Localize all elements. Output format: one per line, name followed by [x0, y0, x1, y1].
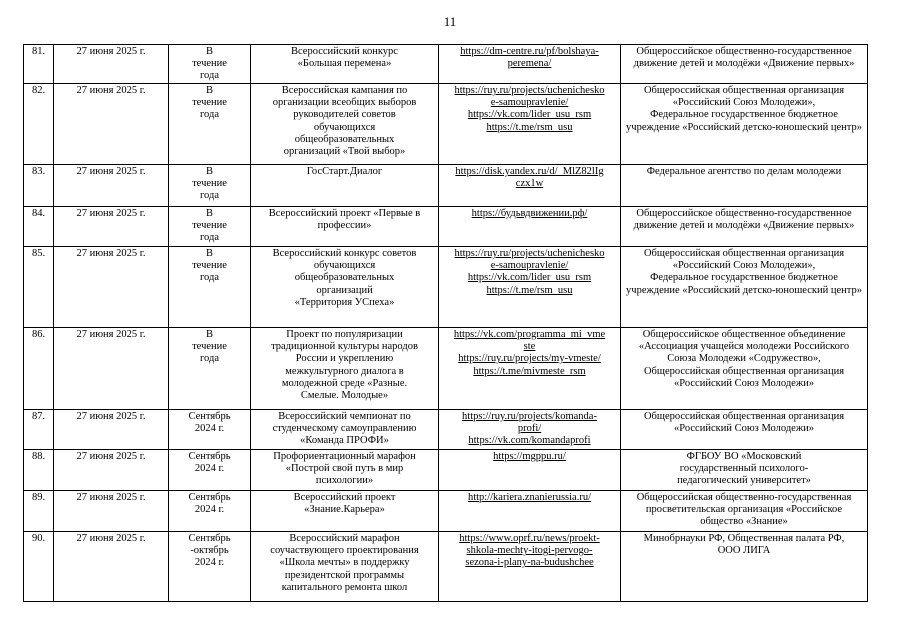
row-link[interactable]: czx1w [515, 178, 544, 190]
row-number: 87. [31, 411, 46, 422]
row-link-cell [439, 207, 621, 247]
row-event-title-line: Всероссийский конкурс советов [272, 248, 417, 259]
row-organizer-line: просветительская организация «Российское [645, 504, 843, 516]
row-date-cell [54, 328, 169, 410]
row-number-cell [24, 45, 54, 84]
row-period-line: 2024 г. [194, 504, 225, 516]
row-event-title-cell [251, 165, 439, 207]
table-row [24, 165, 868, 207]
row-date: 27 июня 2025 г. [76, 411, 146, 422]
row-organizer-line: ООО ЛИГА [717, 545, 771, 557]
row-event-title-line: молодежной среде «Разные. [281, 377, 408, 389]
row-event-title-line: Всероссийская кампания по [281, 85, 408, 96]
row-number: 83. [31, 166, 46, 177]
row-event-title-line: Всероссийский марафон [289, 533, 400, 544]
row-organizer-line: Федеральное государственное бюджетное [650, 109, 838, 121]
row-period-cell [169, 207, 251, 247]
table-row [24, 45, 868, 84]
row-period-cell [169, 532, 251, 602]
row-event-title-line: психологии» [315, 475, 374, 487]
row-event-title-line: обучающихся [313, 260, 376, 272]
row-date-cell [54, 84, 169, 165]
row-link-cell [439, 450, 621, 491]
row-event-title-line: «Построй свой путь в мир [285, 463, 404, 475]
row-date-cell [54, 45, 169, 84]
row-event-title-line: Профориентационный марафон [273, 451, 416, 462]
row-link[interactable]: https://dm-centre.ru/pf/bolshaya- [460, 46, 599, 57]
row-date-cell [54, 532, 169, 602]
row-period-line: В [205, 329, 213, 340]
row-period-line: Сентябрь [188, 451, 231, 462]
row-link[interactable]: ste [523, 341, 536, 353]
row-link-cell [439, 84, 621, 165]
row-link[interactable]: https://t.me/rsm_usu [486, 284, 573, 296]
row-link[interactable]: https://disk.yandex.ru/d/_MlZ82lIg [455, 166, 604, 177]
table-row [24, 450, 868, 491]
row-date: 27 июня 2025 г. [76, 248, 146, 259]
table-row [24, 491, 868, 532]
row-period-line: течение [192, 178, 227, 190]
row-event-title-line: «Команда ПРОФИ» [300, 435, 389, 447]
row-organizer-line: Федеральное агентство по делам молодежи [646, 166, 842, 177]
row-number-cell [24, 84, 54, 165]
row-date-cell [54, 410, 169, 450]
row-link[interactable]: https://t.me/mivmeste_rsm [473, 365, 586, 377]
row-number: 86. [31, 329, 46, 340]
row-event-title-line: организаций «Твой выбор» [283, 146, 406, 158]
row-event-title-cell [251, 450, 439, 491]
row-organizer-line: «Российский Союз Молодежи», [672, 260, 816, 272]
row-link[interactable]: https://t.me/rsm_usu [486, 121, 573, 133]
row-event-title-line: общеобразовательных [294, 272, 395, 284]
row-period-line: года [200, 70, 219, 82]
row-organizer-line: «Ассоциация учащейся молодежи Российского [638, 341, 850, 353]
row-period-line: Сентябрь [188, 411, 231, 422]
row-organizer-cell [621, 207, 868, 247]
row-period-line: года [200, 353, 219, 365]
row-link[interactable]: https://будьвдвижении.рф/ [471, 208, 588, 219]
row-organizer-line: учреждение «Российский детско-юношеский центр» [626, 284, 862, 296]
row-organizer-line: Общероссийская общественная организация [643, 365, 845, 377]
row-number-cell [24, 532, 54, 602]
row-period-line: течение [192, 97, 227, 109]
row-period-cell [169, 45, 251, 84]
row-event-title-line: «Школа мечты» в поддержку [279, 557, 410, 569]
row-event-title-line: Всероссийский чемпионат по [278, 411, 411, 422]
row-organizer-line: Общероссийское общественно-государственное [636, 208, 852, 219]
row-event-title-cell [251, 45, 439, 84]
row-number-cell [24, 450, 54, 491]
row-date-cell [54, 165, 169, 207]
row-event-title-line: России и укреплению [295, 353, 394, 365]
row-period-line: 2024 г. [194, 557, 225, 569]
row-number: 88. [31, 451, 46, 462]
row-link-cell [439, 165, 621, 207]
row-period-line: В [205, 166, 213, 177]
row-period-cell [169, 328, 251, 410]
row-event-title-cell [251, 207, 439, 247]
row-period-line: 2024 г. [194, 423, 225, 435]
row-event-title-line: студенческому самоуправлению [272, 423, 417, 435]
row-event-title-cell [251, 532, 439, 602]
row-link[interactable]: shkola-mechty-itogi-pervogo- [466, 545, 593, 557]
row-organizer-line: учреждение «Российский детско-юношеский центр» [626, 121, 862, 133]
table-row [24, 247, 868, 328]
row-event-title-line: общеобразовательных [294, 133, 395, 145]
row-number: 84. [31, 208, 46, 219]
row-period-cell [169, 491, 251, 532]
row-link[interactable]: e-samoupravlenie/ [490, 97, 569, 109]
row-period-line: В [205, 85, 213, 96]
row-period-line: В [205, 46, 213, 57]
row-event-title-line: традиционной культуры народов [271, 341, 418, 353]
row-date: 27 июня 2025 г. [76, 208, 146, 219]
row-date: 27 июня 2025 г. [76, 85, 146, 96]
row-link[interactable]: https://vk.com/komandaprofi [468, 435, 591, 447]
row-link-cell [439, 410, 621, 450]
row-date-cell [54, 247, 169, 328]
row-organizer-line: движение детей и молодёжи «Движение первых» [633, 58, 855, 70]
table-row [24, 84, 868, 165]
page-number: 11 [443, 14, 457, 29]
row-event-title-line: ГосСтарт.Диалог [306, 166, 383, 177]
row-event-title-line: обучающихся [313, 121, 376, 133]
row-event-title-cell [251, 84, 439, 165]
row-date: 27 июня 2025 г. [76, 166, 146, 177]
row-link[interactable]: http://kariera.znanierussia.ru/ [467, 492, 592, 503]
row-date: 27 июня 2025 г. [76, 451, 146, 462]
table-row [24, 328, 868, 410]
row-organizer-line: Федеральное государственное бюджетное [650, 272, 838, 284]
row-organizer-line: государственный психолого- [679, 463, 809, 475]
row-link[interactable]: peremena/ [507, 58, 552, 70]
row-organizer-line: движение детей и молодёжи «Движение первых» [633, 220, 855, 232]
row-date: 27 июня 2025 г. [76, 533, 146, 544]
row-link[interactable]: https://ruy.ru/projects/uchenichesko [454, 248, 605, 259]
row-event-title-line: Проект по популяризации [286, 329, 403, 340]
row-period-line: течение [192, 341, 227, 353]
row-event-title-line: Всероссийский конкурс [291, 46, 398, 57]
row-link[interactable]: https://vk.com/lider_usu_rsm [467, 109, 592, 121]
row-link[interactable]: https://ruy.ru/projects/uchenichesko [454, 85, 605, 96]
row-organizer-line: Минобрнауки РФ, Общественная палата РФ, [643, 533, 845, 544]
row-organizer-line: Общероссийская общественная организация [643, 85, 845, 96]
row-link[interactable]: https://ruy.ru/projects/my-vmeste/ [458, 353, 601, 365]
row-event-title-line: организаций [316, 284, 373, 296]
row-period-line: В [205, 248, 213, 259]
row-event-title-line: «Большая перемена» [297, 58, 392, 70]
row-organizer-line: «Российский Союз Молодежи» [674, 377, 814, 389]
row-period-line: В [205, 208, 213, 219]
row-date-cell [54, 491, 169, 532]
row-organizer-line: Общероссийское общественное объединение [642, 329, 846, 340]
row-period-line: течение [192, 260, 227, 272]
row-organizer-cell [621, 45, 868, 84]
row-link[interactable]: profi/ [517, 423, 542, 435]
row-number: 82. [31, 85, 46, 96]
row-link[interactable]: https://mgppu.ru/ [493, 451, 566, 462]
row-period-line: года [200, 190, 219, 202]
row-organizer-line: «Российский Союз Молодежи» [674, 423, 814, 435]
row-period-line: 2024 г. [194, 463, 225, 475]
row-organizer-cell [621, 165, 868, 207]
row-date: 27 июня 2025 г. [76, 329, 146, 340]
row-organizer-cell [621, 532, 868, 602]
row-event-title-cell [251, 328, 439, 410]
row-number: 90. [31, 533, 46, 544]
row-period-cell [169, 165, 251, 207]
row-link[interactable]: sezona-i-plany-na-budushchee [465, 557, 594, 569]
row-number: 81. [31, 46, 46, 57]
row-number-cell [24, 165, 54, 207]
row-link-cell [439, 247, 621, 328]
row-link-cell [439, 45, 621, 84]
row-organizer-cell [621, 450, 868, 491]
row-organizer-line: Союза Молодежи «Содружество», [667, 353, 821, 365]
row-period-cell [169, 450, 251, 491]
row-event-title-line: «Знание.Карьера» [304, 504, 385, 516]
row-date: 27 июня 2025 г. [76, 46, 146, 57]
row-date: 27 июня 2025 г. [76, 492, 146, 503]
row-date-cell [54, 207, 169, 247]
row-link-cell [439, 532, 621, 602]
row-event-title-line: капитального ремонта школ [281, 581, 408, 593]
row-period-line: -октябрь [190, 545, 229, 557]
row-link[interactable]: https://ruy.ru/projects/komanda- [462, 411, 597, 422]
row-link-cell [439, 491, 621, 532]
row-link-cell [439, 328, 621, 410]
row-event-title-line: межкультурного диалога в [285, 365, 404, 377]
row-period-cell [169, 247, 251, 328]
row-event-title-line: «Территория УСпеха» [294, 296, 395, 308]
row-event-title-line: организации всеобщих выборов [272, 97, 417, 109]
row-organizer-line: ФГБОУ ВО «Московский [686, 451, 802, 462]
row-event-title-line: соучаствующего проектирования [270, 545, 419, 557]
row-link[interactable]: https://vk.com/lider_usu_rsm [467, 272, 592, 284]
row-number-cell [24, 207, 54, 247]
row-organizer-cell [621, 247, 868, 328]
row-organizer-line: «Российский Союз Молодежи», [672, 97, 816, 109]
row-event-title-line: Всероссийский проект «Первые в [268, 208, 421, 219]
row-number-cell [24, 328, 54, 410]
row-period-line: Сентябрь [188, 492, 231, 503]
row-event-title-line: Смелые. Молодые» [300, 390, 389, 402]
row-link[interactable]: e-samoupravlenie/ [490, 260, 569, 272]
row-organizer-line: педагогический университет» [677, 475, 811, 487]
row-event-title-cell [251, 491, 439, 532]
row-event-title-cell [251, 410, 439, 450]
row-link[interactable]: https://vk.com/programma_mi_vme [453, 329, 606, 340]
row-event-title-line: Всероссийский проект [293, 492, 396, 503]
row-date-cell [54, 450, 169, 491]
row-organizer-line: Общероссийская общественная организация [643, 411, 845, 422]
row-number-cell [24, 410, 54, 450]
row-number: 85. [31, 248, 46, 259]
table-row [24, 532, 868, 602]
row-link[interactable]: https://www.oprf.ru/news/proekt- [459, 533, 600, 544]
row-period-line: года [200, 109, 219, 121]
row-event-title-line: руководителей советов [293, 109, 396, 121]
row-organizer-line: Общероссийское общественно-государственное [636, 46, 852, 57]
row-number-cell [24, 491, 54, 532]
row-number-cell [24, 247, 54, 328]
row-period-line: течение [192, 58, 227, 70]
row-organizer-line: Общероссийская общественная организация [643, 248, 845, 259]
row-number: 89. [31, 492, 46, 503]
row-organizer-line: общество «Знание» [700, 516, 788, 528]
table-row [24, 410, 868, 450]
row-organizer-cell [621, 491, 868, 532]
row-period-line: года [200, 272, 219, 284]
row-organizer-cell [621, 410, 868, 450]
events-table [23, 44, 868, 602]
row-organizer-line: Общероссийская общественно-государственная [636, 492, 852, 503]
row-organizer-cell [621, 84, 868, 165]
row-period-cell [169, 410, 251, 450]
row-organizer-cell [621, 328, 868, 410]
row-period-line: Сентябрь [188, 533, 231, 544]
row-period-line: течение [192, 220, 227, 232]
row-event-title-line: профессии» [317, 220, 372, 232]
row-period-line: года [200, 232, 219, 244]
table-row [24, 207, 868, 247]
row-event-title-cell [251, 247, 439, 328]
row-period-cell [169, 84, 251, 165]
row-event-title-line: президентской программы [284, 569, 405, 581]
